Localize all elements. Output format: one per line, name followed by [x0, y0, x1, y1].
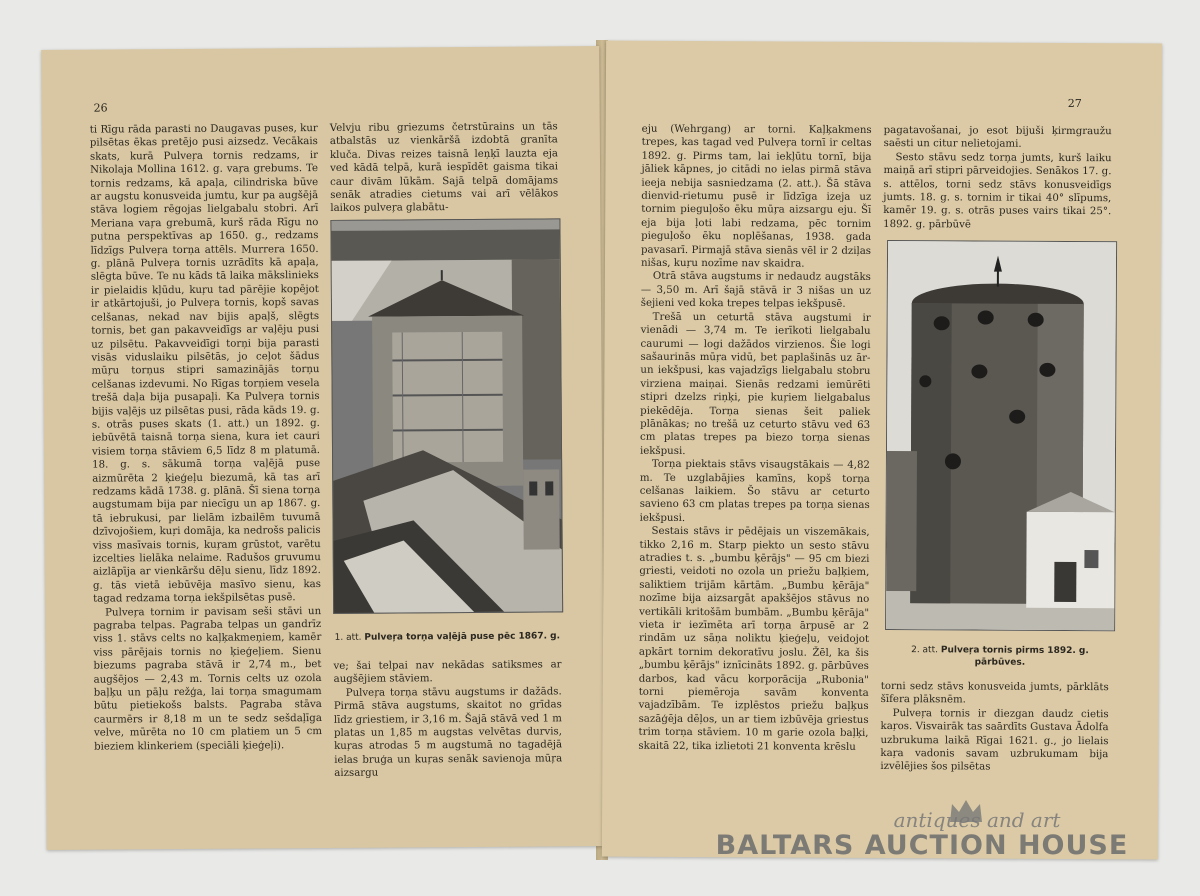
paragraph: torni sedz stāvs konusveida jumts, pārklāts šīfera plāksnēm. [880, 680, 1109, 706]
tower-open-side-photo [330, 218, 563, 614]
paragraph: Torņa piektais stāvs visaugstākais — 4,82 m. Te uzglabājies kamīns, kopš torņa celšanas laikiem. Šo stāvu ar ceturto savieno 63 cm platas trepes pa torņa sienas iekšpusi. [639, 458, 870, 524]
figure-caption [885, 644, 1115, 669]
paragraph: ti Rīgu rāda parasti no Daugavas puses, kur pilsētas ēkas pretējo pusi aizsedz. Vecākais skats, kurā Pulveŗa tornis redzams, ir Nikolaja Mollina 1612. g. vaŗa grebums. Te tornis redzams, kā apaļa, cilindriska būve ar augstu konusveida jumtu, kur pa augšējā stāva logiem rēgojas lielgabalu stobri. Arī Meriana vaŗa grebumā, kurš rāda Rīgu no putna perspektīvas ap 1650. g., redzams līdzīgs Pulveŗa torņa attēls. Murrera 1650. g. plānā Pulveŗa tornis uzrādīts kā apaļa, slēgta būve. Te nu kāds tā laika mākslinieks ir pielaidis kļūdu, kuŗu tad pārējie kopējot ir atkārtojuši, jo Pulveŗa tornis, kopš savas celšanas, nekad nav bijis apaļš, slēgts tornis, bet gan pakavveidīgs ar vaļēju pusi uz pilsētu. Pakavveidīgi torņi bija parasti visās viduslaiku pilsētās, jo ceļot šādus mūŗu torņus stipri samazinājās torņu celšanas izdevumi. No Rīgas torņiem vesela trešā daļa bija pusapaļi. Ka Pulveŗa tornis bijis vaļējs uz pilsētas pusi, rāda kāds 19. g. s. otrās puses skats (1. att.) un 1892. g. iebūvētā taisnā torņa siena, kura iet cauri visiem torņa stāviem 6,5 līdz 8 m platumā. 18. g. s. sākumā torņa vaļējā puse aizmūrēta 2 ķieģeļu biezumā, kā tas arī redzams kādā 1738. g. plānā. Šī siena torņa augstumam bija par niecīgu un ap 1867. g. tā iebrukusi, par lielām izbailēm tuvumā dzīvojošiem, kuŗi domāja, ka nedrošs palicis viss masīvais tornis, kuŗam grūstot, varētu izcelties lielāka nelaime. Radušos gruvumu aizlāpīja ar vienkāršu dēļu sienu, līdz 1892. g. tās vietā iebūvēja masīvo sienu, kas tagad redzama torņa iekšpilsētas pusē. [89, 123, 321, 605]
paragraph: Velvju ribu griezums četrstūrains un tās atbalstās uz vienkāršā izdobtā granīta kluča. Divas reizes taisnā leņķī lauzta eja ved kādā telpā, kurā iespīdēt gaisma tikai caur divām lūkām. Sajā telpā domājams senāk atradies cietums vai arī vēlākos laikos pulveŗa glabātu- [329, 121, 559, 215]
paragraph: eju (Wehrgang) ar torni. Kaļķakmens trepes, kas tagad ved Pulveŗa tornī ir celtas 1892. g. Pirms tam, lai iekļūtu tornī, bija jāliek kāpnes, jo citādi no ielas pirmā stāva ieeja nebija sasniedzama (2. att.). Šā stāva dienvid-rietumu pusē ir līdzīga izeja uz tornim pieguļošo ēku mūŗa aizsargu eju. Šī eja bija ļoti labi redzama, pēc tornim pieguļošo ēku noplēšanas, 1938. gada pavasarī. Pirmajā stāva sienās vēl ir 2 dziļas nišas, kuŗu nozīme nav skaidra. [640, 123, 872, 270]
text-column [880, 680, 1109, 781]
paragraph: Pulveŗa tornis ir diezgan daudz cietis kaŗos. Visvairāk tas saārdīts Gustava Ādolfa uzbrukuma laikā Rīgai 1621. g., jo lielais kaŗa vadonis savam uzbrukumam bija izvēlējies šos pilsētas [880, 707, 1109, 774]
text-column [90, 122, 323, 824]
tower-photo-illustration [331, 219, 562, 613]
paragraph: ve; šai telpai nav nekādas satiksmes ar augšējiem stāviem. [333, 659, 562, 686]
figure-caption-title: Pulveŗa tornis pirms 1892. g. pārbūves. [940, 645, 1089, 668]
figure-caption [333, 630, 561, 644]
figure-caption-title: Pulveŗa torņa vaļējā puse pēc 1867. g. [364, 631, 561, 643]
right-page [602, 41, 1162, 860]
text-column [883, 124, 1112, 231]
page-number: 27 [1067, 96, 1082, 111]
text-column [330, 120, 559, 216]
paragraph: Pulveŗa tornim ir pavisam seši stāvi un pagraba telpas. Pagraba telpas un gandrīz viss 1. stāvs celts no kaļķakmeņiem, kamēr viss pārējais tornis no ķieģeļiem. Sienu biezums pagraba stāvā ir 2,74 m., bet augšējos — 2,43 m. Tornis celts uz ozola baļķu un pāļu režģa, lai torņa smagumam būtu pietiekošs balsts. Pagraba stāva caurmērs ir 8,18 m un te sedz sešdaļīga velve, mūrēta no 10 cm platiem un 5 cm bieziem klinkeriem (speciāli ķieģeļi). [93, 605, 323, 753]
figure-caption-prefix: 1. att. [334, 632, 362, 643]
watermark-tagline: antiques and art [893, 808, 1061, 832]
paragraph: Pulveŗa torņa stāvu augstums ir dažāds. Pirmā stāva augstums, skaitot no grīdas līdz griestiem, ir 3,16 m. Šajā stāvā ved 1 m platas un 1,85 m augstas velvētas durvis, kuŗas atrodas 5 m augstumā no tagadējā ielas bruģa un kuŗas senāk savienoja mūŗa aizsargu [333, 686, 563, 780]
paragraph: Otrā stāva augstums ir nedaudz augstāks — 3,50 m. Arī šajā stāvā ir 3 nišas un uz šejieni ved koka trepes telpas iekšpusē. [640, 271, 871, 311]
text-column [638, 123, 871, 780]
watermark-brand: BALTARS AUCTION HOUSE [715, 830, 1129, 861]
page-number: 26 [93, 101, 108, 115]
paragraph: pagatavošanai, jo esot bijuši ķirmgraužu saēsti un citur nelietojami. [883, 125, 1112, 151]
paragraph: Sestais stāvs ir pēdējais un viszemākais, tikko 2,16 m. Starp piekto un sesto stāvu atradies t. s. „bumbu ķērājs" — 95 cm biezi griesti, veidoti no ozola un priežu baļķiem, saliktiem trijām kārtām. „Bumbu ķērāja" nozīme bija aizsargāt apakšējos stāvus no vertikāli kritošām bumbām. „Bumbu ķērāja" vieta ir iezīmēta arī torņa ārpusē ar 2 rindām uz sāņa noliktu ķieģeļu, veidojot apkārt tornim dekoratīvu joslu. Žēl, ka šis „bumbu ķērājs" iznīcināts 1892. g. pārbūves darbos, kad vācu korporācija „Rubonia" torni piemēroja savām konventa vajadzībām. Te izplēstos priežu baļķus sazāģēja dēļos, un ar tiem izbūvēja griestus trim torņa stāviem. 10 m garie ozola baļķi, skaitā 22, tika izlietoti 21 konventa krēslu [638, 525, 870, 753]
tower-photo-illustration [886, 241, 1116, 630]
figure-caption-prefix: 2. att. [911, 645, 939, 656]
paragraph: Sesto stāvu sedz torņa jumts, kurš laiku maiņā arī stipri pārveidojies. Senākos 17. g. s. attēlos, torni sedz stāvs konusveidīgs jumts. 18. g. s. tornim ir tikai 40° slīpums, kamēr 19. g. s. otrās puses vairs tikai 25°. 1892. g. pārbūvē [883, 151, 1112, 231]
tower-before-rebuild-photo [885, 240, 1117, 631]
text-column [333, 658, 562, 800]
paragraph: Trešā un ceturtā stāva augstumi ir vienādi — 3,74 m. Te ierīkoti lielgabalu caurumi — logi dažādos virzienos. Šie logi sašaurinās mūŗa vidū, bet paplašinās uz ār- un iekšpusi, kas vajadzīgs lielgabalu stobru virziena maiņai. Sienās redzami iemūrēti stipri dzelzs riņķi, pie kuŗiem lielgabalus piekēdēja. Torņa sienas šeit paliek plānākas; no trešā uz ceturto stāvu ved 63 cm platas trepes pa biezo torņa sienas iekšpusi. [639, 311, 871, 457]
left-page [41, 46, 605, 850]
